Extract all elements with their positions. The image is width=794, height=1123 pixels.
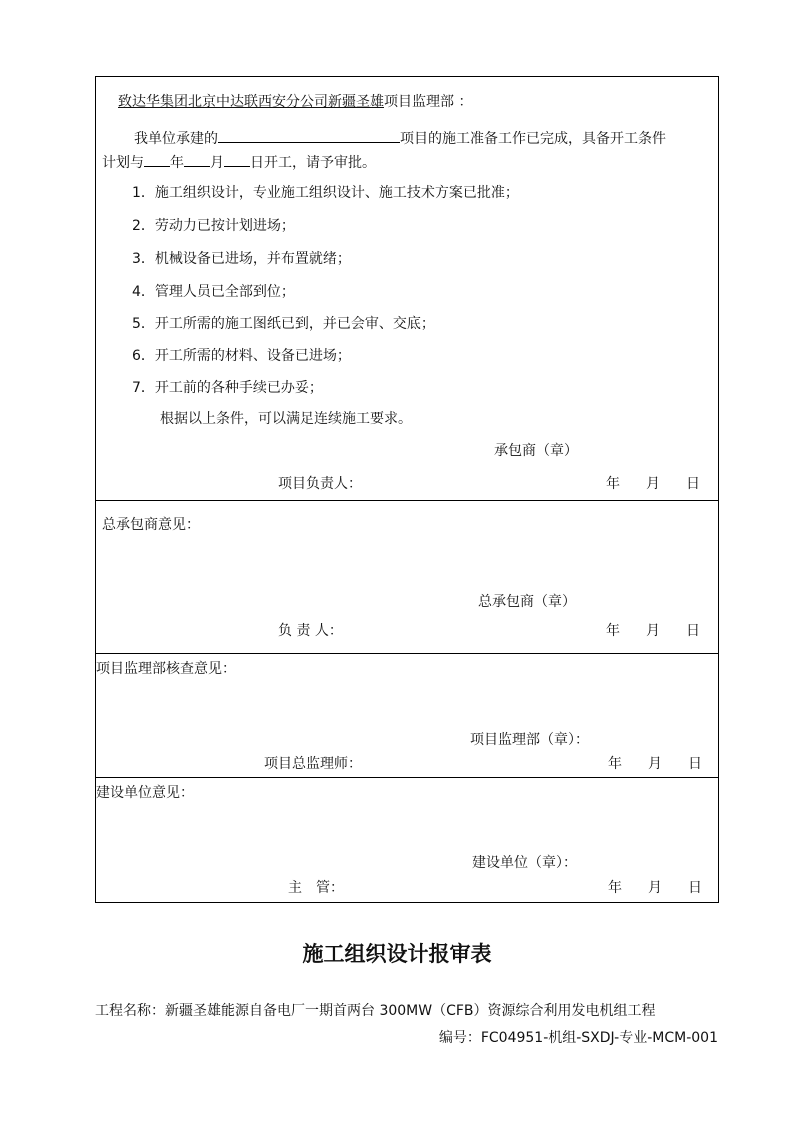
date-day: 日 [688,756,702,772]
start-day-blank[interactable] [224,151,250,167]
condition-item: 4．管理人员已全部到位； [132,284,295,300]
application-line-1 [134,127,666,148]
condition-item: 7．开工前的各种手续已办妥； [132,380,323,396]
month-label: 月 [210,155,224,171]
year-label: 年 [170,155,184,171]
general-contractor-seal-label: 总承包商（章） [478,594,576,610]
start-day-label: 日开工，请予审批。 [250,155,376,171]
plan-prefix: 计划与 [102,155,144,171]
project-name-blank[interactable] [218,127,400,143]
date-year: 年 [606,623,620,639]
date-year: 年 [608,756,622,772]
date-day: 日 [686,623,700,639]
application-line-2 [102,151,376,172]
date-year: 年 [608,880,622,896]
document-number: 编号：FC04951-机组-SXDJ-专业-MCM-001 [438,1030,718,1046]
date-year: 年 [606,476,620,492]
date-day: 日 [688,880,702,896]
date-month: 月 [646,476,660,492]
condition-item: 6．开工所需的材料、设备已进场； [132,348,351,364]
project-lead-label: 项目负责人： [278,476,362,492]
contractor-seal-label: 承包商（章） [494,443,578,459]
condition-item: 3．机械设备已进场，并布置就绪； [132,251,351,267]
responsible-person-label: 负 责 人： [278,623,343,639]
addressee-line [118,93,472,111]
addressee-name: 致达华集团北京中达联西安分公司新疆圣雄 [118,94,384,110]
condition-item: 2．劳动力已按计划进场； [132,218,295,234]
section-divider [96,653,718,654]
supervision-seal-label: 项目监理部（章）： [470,732,589,748]
supervision-heading: 项目监理部核查意见： [96,661,236,677]
project-name: 工程名称：新疆圣雄能源自备电厂一期首两台 300MW（CFB）资源综合利用发电机组工程 [95,1003,656,1019]
conclusion-text: 根据以上条件，可以满足连续施工要求。 [160,411,412,427]
owner-heading: 建设单位意见： [96,785,194,801]
owner-supervisor-label: 主 管： [288,880,344,896]
chief-supervisor-label: 项目总监理师： [264,756,362,772]
condition-item: 1．施工组织设计，专业施工组织设计、施工技术方案已批准； [132,185,519,201]
start-month-blank[interactable] [184,151,210,167]
application-prefix: 我单位承建的 [134,131,218,147]
date-month: 月 [648,756,662,772]
date-day: 日 [686,476,700,492]
start-year-blank[interactable] [144,151,170,167]
addressee-suffix: 项目监理部 ： [384,94,473,110]
date-month: 月 [646,623,660,639]
date-month: 月 [648,880,662,896]
general-contractor-heading: 总承包商意见： [102,517,200,533]
section-divider [96,777,718,778]
condition-item: 5．开工所需的施工图纸已到，并已会审、交底； [132,316,435,332]
section-divider [96,500,718,501]
document-title: 施工组织设计报审表 [302,941,492,966]
owner-seal-label: 建设单位（章）： [472,855,577,871]
approval-form-table [95,76,719,903]
application-suffix: 项目的施工准备工作已完成，具备开工条件 [400,131,666,147]
